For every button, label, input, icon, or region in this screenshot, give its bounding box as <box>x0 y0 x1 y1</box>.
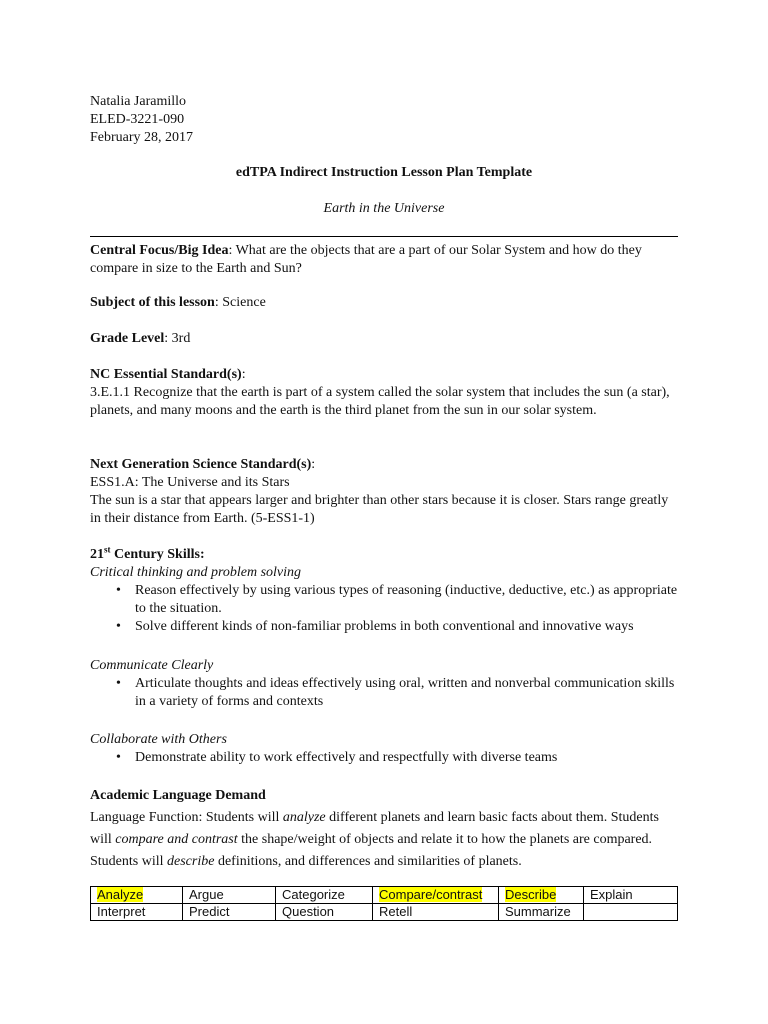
subject-label: Subject of this lesson <box>90 295 215 310</box>
skills-label-text: Century Skills: <box>110 547 205 562</box>
skill-list <box>90 675 680 711</box>
ngss-line-1: ESS1.A: The Universe and its Stars <box>90 475 290 490</box>
bullet-icon: • <box>116 676 121 691</box>
grade-text: : 3rd <box>164 331 191 346</box>
emphasis-describe: describe <box>167 854 215 869</box>
skill-group-title: Communicate Clearly <box>90 658 214 673</box>
academic-language-heading: Academic Language Demand <box>90 788 266 803</box>
author-header <box>90 93 193 147</box>
ngss-line-2: The sun is a star that appears larger and brighter than other stars because it is closer. Stars range greatly in their distance from Earth. (5-ESS1-1) <box>90 493 669 526</box>
skills-heading <box>90 546 680 564</box>
skills-label-number: 21 <box>90 547 104 562</box>
ngss-colon: : <box>311 457 316 472</box>
table-cell: Question <box>276 904 373 921</box>
list-item: • Demonstrate ability to work effectively and respectfully with diverse teams <box>116 750 558 765</box>
list-item: • Reason effectively by using various types of reasoning (inductive, deductive, etc.) as appropriate to the situation. <box>116 583 678 616</box>
grade-line <box>90 330 680 348</box>
author-name: Natalia Jaramillo <box>90 94 187 109</box>
document-date: February 28, 2017 <box>90 130 194 145</box>
bullet-icon: • <box>116 750 121 765</box>
list-item: • Solve different kinds of non-familiar problems in both conventional and innovative ways <box>116 619 634 634</box>
skill-list <box>90 582 680 636</box>
skill-group-collaborate <box>90 731 680 767</box>
table-cell: Predict <box>183 904 276 921</box>
table-cell: Categorize <box>276 887 373 904</box>
nc-standard-label: NC Essential Standard(s) <box>90 367 242 382</box>
list-item: • Articulate thoughts and ideas effectively using oral, written and nonverbal communication skills in a variety of forms and contexts <box>116 676 675 709</box>
bullet-icon: • <box>116 619 121 634</box>
central-focus-text: : What are the objects that are a part of our Solar System and how do they compare in size to the Earth and Sun? <box>90 243 642 276</box>
table-cell: Argue <box>183 887 276 904</box>
table-cell: Describe <box>499 887 584 904</box>
course-code: ELED-3221-090 <box>90 112 185 127</box>
subject-line <box>90 294 680 312</box>
table-row <box>91 904 678 921</box>
subject-text: : Science <box>214 295 266 310</box>
grade-label: Grade Level <box>90 331 165 346</box>
table-cell <box>584 904 678 921</box>
skill-group-title: Collaborate with Others <box>90 732 227 747</box>
skill-list <box>90 749 680 767</box>
table-cell: Analyze <box>91 887 183 904</box>
skill-group-communicate <box>90 657 680 711</box>
ngss-label: Next Generation Science Standard(s) <box>90 457 312 472</box>
emphasis-analyze: analyze <box>282 810 326 825</box>
emphasis-compare: compare and contrast <box>115 832 238 847</box>
nc-standard-colon: : <box>241 367 246 382</box>
ngss-standard <box>90 456 680 528</box>
lesson-title: Earth in the Universe <box>323 201 445 216</box>
document-title: edTPA Indirect Instruction Lesson Plan Template <box>235 165 533 180</box>
skills-label-suffix: st <box>104 544 111 555</box>
table-cell: Retell <box>373 904 499 921</box>
skill-group-title: Critical thinking and problem solving <box>90 565 302 580</box>
horizontal-divider <box>90 236 678 237</box>
academic-language-paragraph: Language Function: Students will analyze different planets and learn basic facts about them. Students will compare and contrast the shape/weight of objects and relate it to how the planets are compared. Students will describe definitions, and differences and similarities of planets. <box>90 810 659 869</box>
nc-standard <box>90 366 680 420</box>
table-cell: Summarize <box>499 904 584 921</box>
table-cell: Compare/contrast <box>373 887 499 904</box>
nc-standard-text: 3.E.1.1 Recognize that the earth is part of a system called the solar system that includes the sun (a star), planets, and many moons and the earth is the third planet from the sun in our solar system. <box>90 385 670 418</box>
language-function-table <box>90 886 678 921</box>
skill-group-critical-thinking <box>90 564 680 636</box>
table-cell: Explain <box>584 887 678 904</box>
central-focus-label: Central Focus/Big Idea <box>90 243 229 258</box>
bullet-icon: • <box>116 583 121 598</box>
table-cell: Interpret <box>91 904 183 921</box>
central-focus <box>90 242 680 278</box>
table-row <box>91 887 678 904</box>
